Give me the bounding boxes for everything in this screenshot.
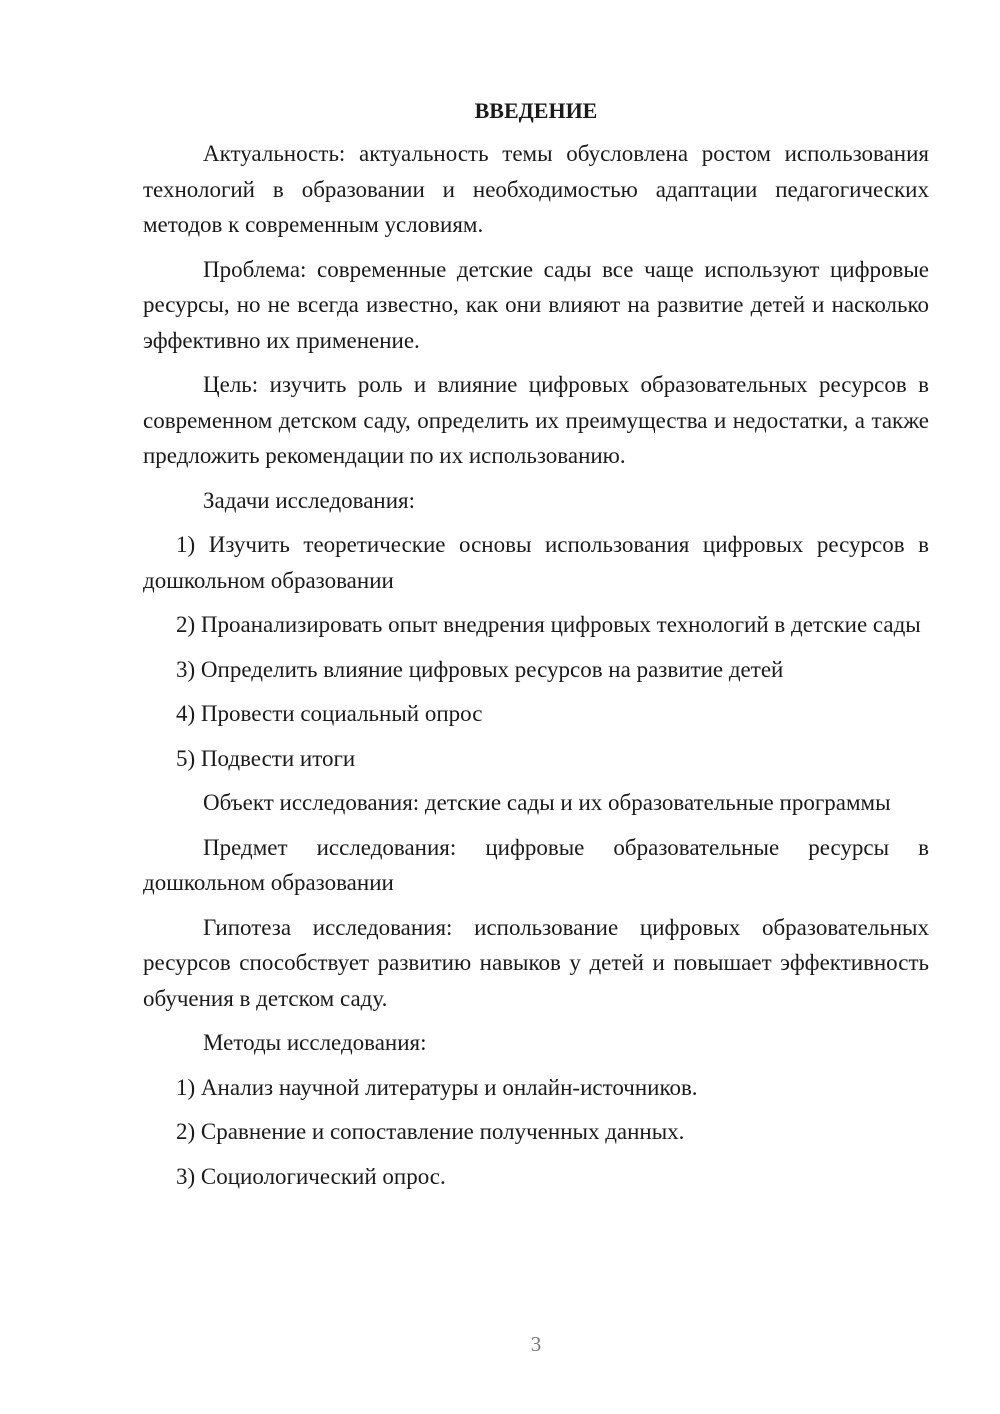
relevance-paragraph: Актуальность: актуальность темы обусловлена ростом использования технологий в образовании и необходимостью адаптации педагогических методов к современным условиям. [143,141,929,237]
hypothesis-paragraph: Гипотеза исследования: использование цифровых образовательных ресурсов способствует развитию навыков у детей и повышает эффективность обучения в детском саду. [143,914,929,1011]
page-number: 3 [530,1332,542,1356]
object-paragraph: Объект исследования: детские сады и их образовательные программы [203,790,891,815]
goal-paragraph: Цель: изучить роль и влияние цифровых образовательных ресурсов в современном детском саду, определить их преимущества и недостатки, а также предложить рекомендации по их использованию. [143,372,929,468]
method-item: 2) Сравнение и сопоставление полученных данных. [176,1119,685,1144]
subject-paragraph: Предмет исследования: цифровые образовательные ресурсы в дошкольном образовании [143,834,929,895]
tasks-heading: Задачи исследования: [203,487,416,513]
method-item: 1) Анализ научной литературы и онлайн-источников. [176,1074,698,1100]
task-item: 2) Проанализировать опыт внедрения цифровых технологий в детские сады [176,612,921,637]
task-item: 1) Изучить теоретические основы использования цифровых ресурсов в дошкольном образовании [143,532,929,593]
page-title: ВВЕДЕНИЕ [474,98,598,123]
method-item: 3) Социологический опрос. [176,1163,446,1189]
task-item: 3) Определить влияние цифровых ресурсов на развитие детей [176,656,784,682]
problem-paragraph: Проблема: современные детские сады все чаще используют цифровые ресурсы, но не всегда известно, как они влияют на развитие детей и насколько эффективно их применение. [143,256,929,353]
task-item: 4) Провести социальный опрос [176,701,483,726]
task-item: 5) Подвести итоги [176,745,356,771]
methods-heading: Методы исследования: [203,1030,427,1055]
document-body [143,93,929,1203]
